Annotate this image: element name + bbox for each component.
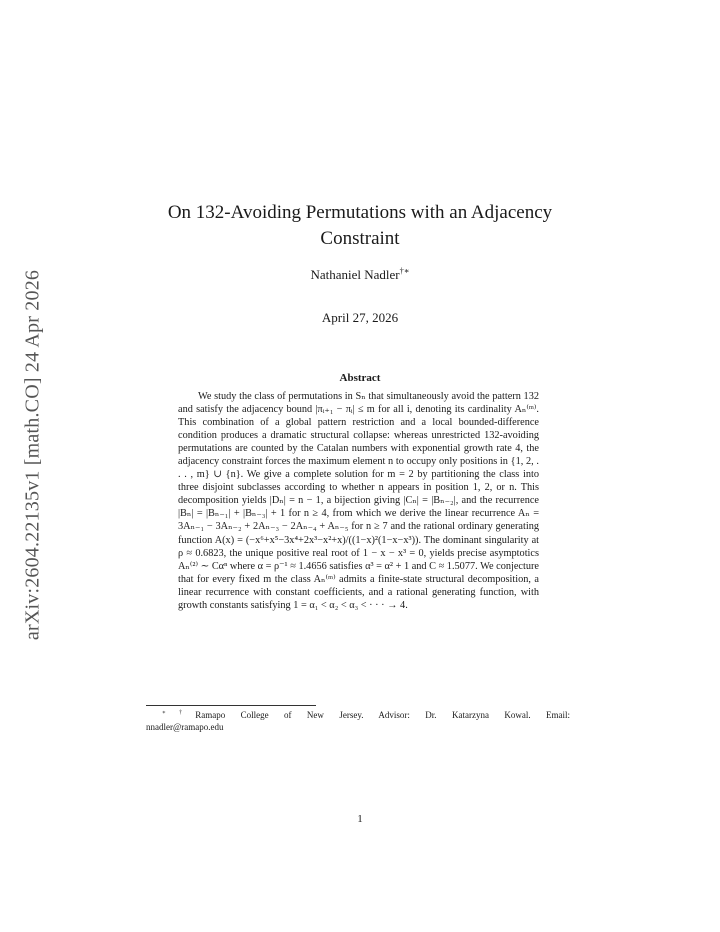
author-footnote-marks: †∗ <box>399 265 410 276</box>
paper-date: April 27, 2026 <box>321 310 399 325</box>
arxiv-identifier: arXiv:2604.22135v1 [math.CO] 24 Apr 2026 <box>21 269 44 641</box>
paper-title: On 132-Avoiding Permutations with an Adjacency Constraint <box>167 202 553 249</box>
footnote-line-1 <box>146 709 570 721</box>
footnote <box>146 709 570 733</box>
abstract-body: We study the class of permutations in Sₙ that simultaneously avoid the pattern 132 and satisfy the adjacency bound |πᵢ₊₁ − πᵢ| ≤ m for all i, denoting its cardinality Aₙ⁽ᵐ⁾. This combination of a global pattern restriction and a local bounded-difference condition produces a dramatic structural collapse: whereas unrestricted 132-avoiding permutations are counted by the Catalan numbers with exponential growth rate 4, the adjacency constraint forces the maximum element n to occupy only positions in {1, 2, . . . , m} ∪ {n}. We give a complete solution for m = 2 by partitioning the class into three disjoint subclasses according to whether n appears in position 1, 2, or n. This decomposition yields |Dₙ| = n − 1, a bijection giving |Cₙ| = |Bₙ₋₂|, and the recurrence |Bₙ| = |Bₙ₋₁| + |Bₙ₋₃| + 1 for n ≥ 4, from which we derive the linear recurrence Aₙ = 3Aₙ₋₁ − 3Aₙ₋₂ + 2Aₙ₋₃ − 2Aₙ₋₄ + Aₙ₋₅ for n ≥ 7 and the rational ordinary generating function A(x) = (−x⁶+x⁵−3x⁴+2x³−x²+x)/((1−x)²(1−x−x³)). The dominant singularity at ρ ≈ 0.6823, the unique positive real root of 1 − x − x³ = 0, yields precise asymptotics Aₙ⁽²⁾ ∼ Cαⁿ where α = ρ⁻¹ ≈ 1.4656 satisfies α³ = α² + 1 and C ≈ 1.5077. We conjecture that for every fixed m the class Aₙ⁽ᵐ⁾ admits a finite-state structural decomposition, a linear recurrence with constant coefficients, and a rational generating function, with growth constants satisfying 1 = α₁ < α₂ < α₃ < · · · → 4. <box>178 391 539 611</box>
author-line <box>140 267 580 283</box>
footnote-email: nnadler@ramapo.edu <box>146 722 224 732</box>
page-number: 1 <box>357 813 363 825</box>
footnote-marks: ∗† <box>162 710 196 716</box>
arxiv-sidebar <box>17 245 49 665</box>
footnote-rule <box>146 705 316 706</box>
author-name: Nathaniel Nadler <box>310 267 400 282</box>
abstract-heading: Abstract <box>339 372 381 384</box>
footnote-affiliation: Ramapo College of New Jersey. Advisor: Dr. Katarzyna Kowal. Email: <box>195 710 570 720</box>
